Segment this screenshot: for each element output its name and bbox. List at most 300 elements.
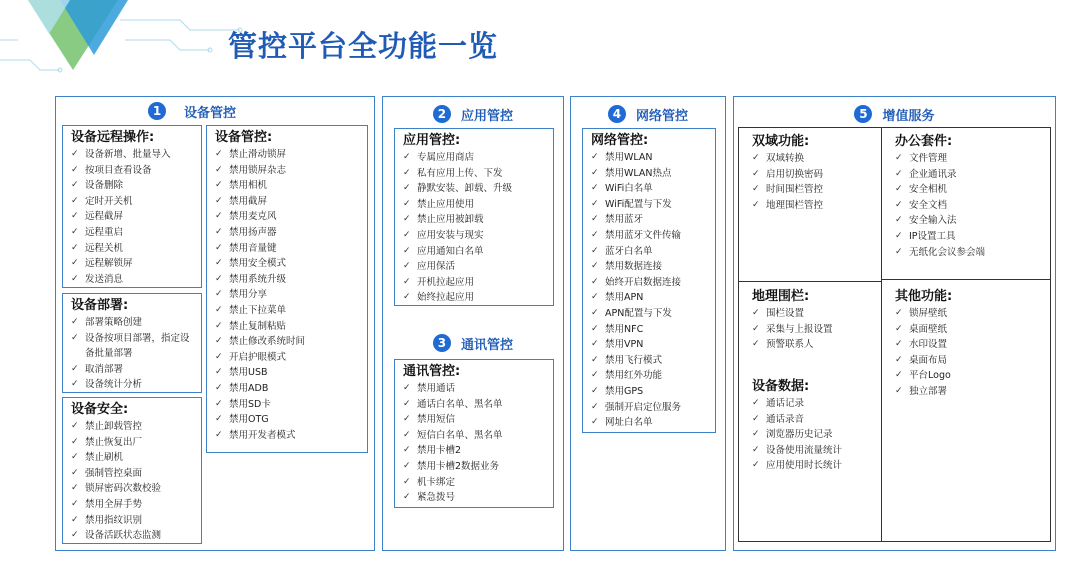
feature-item <box>895 353 1041 369</box>
feature-item <box>895 322 1041 338</box>
check-icon: ✓ <box>215 367 223 378</box>
check-icon: ✓ <box>752 429 760 440</box>
feature-label: 网址白名单 <box>605 417 653 429</box>
feature-item <box>591 353 709 369</box>
feature-label: IP设置工具 <box>909 230 956 242</box>
check-icon: ✓ <box>591 385 599 396</box>
check-icon: ✓ <box>752 413 760 424</box>
feature-item <box>71 209 195 225</box>
check-icon: ✓ <box>71 483 79 494</box>
check-icon: ✓ <box>403 152 411 162</box>
feature-label: 开机拉起应用 <box>417 276 475 288</box>
feature-item <box>895 368 1041 384</box>
feature-label: 禁用WLAN <box>605 152 653 163</box>
feature-item <box>752 167 873 183</box>
feature-list <box>71 419 195 544</box>
check-icon: ✓ <box>71 317 79 327</box>
feature-item <box>71 256 195 272</box>
feature-label: 禁用分享 <box>229 289 268 301</box>
feature-item <box>403 490 547 506</box>
feature-list <box>71 147 195 287</box>
panel-header <box>571 103 725 125</box>
feature-item <box>752 443 873 459</box>
check-icon: ✓ <box>403 445 411 456</box>
feature-item <box>752 198 873 214</box>
feature-item <box>752 182 873 198</box>
feature-label: 短信白名单、黑名单 <box>417 429 503 441</box>
check-icon: ✓ <box>895 370 903 381</box>
feature-item <box>215 428 361 444</box>
check-icon: ✓ <box>71 363 79 374</box>
feature-label: 远程重启 <box>85 226 124 238</box>
feature-label: 取消部署 <box>85 363 124 375</box>
feature-item <box>215 350 361 366</box>
feature-item <box>895 306 1041 322</box>
panel-header <box>734 103 1055 125</box>
feature-label: 锁屏壁纸 <box>909 308 948 319</box>
feature-item <box>71 272 195 288</box>
feature-item <box>591 212 709 228</box>
feature-label: 远程截屏 <box>85 211 124 223</box>
feature-label: 始终拉起应用 <box>417 292 475 304</box>
check-icon: ✓ <box>403 292 411 303</box>
feature-label: 禁止应用被卸载 <box>417 214 484 226</box>
feature-label: 预警联系人 <box>766 339 814 351</box>
check-icon: ✓ <box>895 308 903 318</box>
feature-item <box>752 427 873 443</box>
geofence-box <box>744 285 879 355</box>
feature-label: 禁用OTG <box>229 414 269 426</box>
check-icon: ✓ <box>215 195 223 206</box>
feature-label: 按项目查看设备 <box>85 164 152 176</box>
feature-item <box>215 303 361 319</box>
check-icon: ✓ <box>591 245 599 256</box>
check-icon: ✓ <box>752 460 760 471</box>
feature-label: 静默安装、卸载、升级 <box>417 183 513 195</box>
feature-item <box>403 275 547 291</box>
check-icon: ✓ <box>752 323 760 334</box>
feature-label: 禁用WLAN热点 <box>605 167 672 179</box>
feature-label: 禁用APN <box>605 292 644 304</box>
check-icon: ✓ <box>71 211 79 222</box>
check-icon: ✓ <box>71 514 79 525</box>
check-icon: ✓ <box>215 382 223 393</box>
feature-item <box>895 213 1041 229</box>
check-icon: ✓ <box>71 164 79 175</box>
feature-label: 禁用短信 <box>417 414 456 426</box>
check-icon: ✓ <box>591 292 599 303</box>
check-icon: ✓ <box>71 332 79 343</box>
feature-label: 禁用SD卡 <box>229 398 271 410</box>
check-icon: ✓ <box>403 198 411 209</box>
feature-label: 强制开启定位服务 <box>605 401 682 413</box>
feature-label: 平台Logo <box>909 370 951 382</box>
feature-label: 锁屏密码次数校验 <box>85 483 162 495</box>
feature-label: 禁用GPS <box>605 385 644 397</box>
feature-item <box>215 147 361 163</box>
feature-label: 禁用系统升级 <box>229 273 287 285</box>
check-icon: ✓ <box>591 370 599 381</box>
divider <box>738 127 1051 128</box>
feature-item <box>71 362 195 378</box>
feature-label: 设备删除 <box>85 180 124 192</box>
network-box <box>582 128 716 433</box>
feature-item <box>591 290 709 306</box>
check-icon: ✓ <box>403 476 411 487</box>
check-icon: ✓ <box>752 184 760 195</box>
check-icon: ✓ <box>403 383 411 393</box>
feature-label: 安全相机 <box>909 184 948 196</box>
feature-label: 禁用VPN <box>605 339 644 351</box>
feature-label: 浏览器历史记录 <box>766 429 833 441</box>
feature-list <box>591 150 709 431</box>
feature-label: 禁用全屏手势 <box>85 498 143 510</box>
feature-label: 采集与上报设置 <box>766 323 833 335</box>
feature-label: 禁止卸载管控 <box>85 421 143 432</box>
divider <box>1050 127 1051 542</box>
panel-header <box>383 332 563 354</box>
check-icon: ✓ <box>403 460 411 471</box>
panel-title: 增值服务 <box>882 108 935 124</box>
feature-item <box>215 381 361 397</box>
feature-item <box>403 244 547 260</box>
feature-label: 禁用安全模式 <box>229 258 287 270</box>
feature-label: 应用使用时长统计 <box>766 460 843 472</box>
check-icon: ✓ <box>403 492 411 503</box>
feature-item <box>591 400 709 416</box>
feature-label: 禁用相机 <box>229 180 268 192</box>
feature-label: 禁用卡槽2数据业务 <box>417 460 500 472</box>
divider <box>881 279 1051 280</box>
check-icon: ✓ <box>215 414 223 425</box>
check-icon: ✓ <box>71 195 79 206</box>
feature-label: 远程关机 <box>85 242 124 254</box>
feature-item <box>895 229 1041 245</box>
feature-item <box>215 412 361 428</box>
check-icon: ✓ <box>591 323 599 334</box>
box-title: 网络管控: <box>591 133 649 148</box>
feature-item <box>591 181 709 197</box>
feature-list <box>403 150 547 306</box>
feature-label: APN配置与下发 <box>605 307 672 319</box>
feature-label: 禁用ADB <box>229 382 269 394</box>
feature-item <box>71 481 195 497</box>
check-icon: ✓ <box>895 230 903 241</box>
feature-item <box>752 412 873 428</box>
check-icon: ✓ <box>403 183 411 194</box>
feature-label: 桌面布局 <box>909 354 948 366</box>
number-badge: 1 <box>148 102 166 120</box>
divider <box>738 281 881 282</box>
feature-label: 安全输入法 <box>909 215 957 227</box>
feature-item <box>71 435 195 451</box>
feature-label: 禁用蓝牙文件传输 <box>605 229 682 241</box>
feature-label: 禁止修改系统时间 <box>229 336 306 348</box>
feature-item <box>591 150 709 166</box>
feature-label: 开启护眼模式 <box>229 351 287 363</box>
feature-label: 强制管控桌面 <box>85 467 143 479</box>
check-icon: ✓ <box>591 229 599 240</box>
feature-item <box>591 337 709 353</box>
check-icon: ✓ <box>71 452 79 463</box>
check-icon: ✓ <box>215 226 223 237</box>
check-icon: ✓ <box>71 242 79 253</box>
feature-item <box>403 228 547 244</box>
panel-title: 设备管控 <box>184 105 237 121</box>
check-icon: ✓ <box>215 258 223 269</box>
device-data-box <box>744 375 879 476</box>
check-icon: ✓ <box>591 307 599 318</box>
feature-item <box>403 443 547 459</box>
check-icon: ✓ <box>895 184 903 195</box>
feature-label: 围栏设置 <box>766 308 805 319</box>
feature-item <box>591 259 709 275</box>
feature-label: 蓝牙白名单 <box>605 245 653 257</box>
feature-item <box>215 256 361 272</box>
check-icon: ✓ <box>215 320 223 331</box>
check-icon: ✓ <box>591 339 599 350</box>
check-icon: ✓ <box>71 180 79 191</box>
feature-item <box>215 272 361 288</box>
check-icon: ✓ <box>591 354 599 365</box>
feature-item <box>71 194 195 210</box>
feature-item <box>895 167 1041 183</box>
number-badge: 4 <box>608 105 626 123</box>
check-icon: ✓ <box>215 180 223 191</box>
feature-item <box>403 197 547 213</box>
feature-label: 禁用开发者模式 <box>229 429 296 441</box>
feature-item <box>403 290 547 306</box>
feature-item <box>403 475 547 491</box>
number-badge: 3 <box>433 334 451 352</box>
feature-item <box>591 275 709 291</box>
feature-item <box>403 412 547 428</box>
number-badge: 2 <box>433 105 451 123</box>
feature-item <box>71 178 195 194</box>
feature-item <box>403 459 547 475</box>
check-icon: ✓ <box>71 258 79 269</box>
feature-label: WiFi配置与下发 <box>605 198 672 210</box>
check-icon: ✓ <box>591 261 599 272</box>
feature-label: 禁止下拉菜单 <box>229 304 287 316</box>
check-icon: ✓ <box>895 354 903 365</box>
feature-item <box>71 163 195 179</box>
box-title: 设备远程操作: <box>71 130 155 145</box>
feature-label: 地理围栏管控 <box>766 199 824 211</box>
feature-item <box>215 365 361 381</box>
check-icon: ✓ <box>591 417 599 428</box>
check-icon: ✓ <box>591 198 599 209</box>
feature-item <box>591 415 709 431</box>
feature-list <box>895 306 1041 400</box>
check-icon: ✓ <box>71 498 79 509</box>
check-icon: ✓ <box>215 304 223 315</box>
check-icon: ✓ <box>752 398 760 408</box>
feature-label: 启用切换密码 <box>766 168 824 180</box>
check-icon: ✓ <box>752 153 760 163</box>
feature-label: 通话录音 <box>766 413 805 425</box>
check-icon: ✓ <box>403 276 411 287</box>
feature-label: 机卡绑定 <box>417 476 456 488</box>
check-icon: ✓ <box>215 351 223 362</box>
feature-item <box>403 166 547 182</box>
feature-item <box>71 377 195 393</box>
feature-item <box>215 225 361 241</box>
check-icon: ✓ <box>591 183 599 194</box>
other-features-box <box>887 285 1047 402</box>
comm-control-box <box>394 359 554 508</box>
panel-header <box>56 100 374 122</box>
check-icon: ✓ <box>403 229 411 240</box>
feature-label: 应用保活 <box>417 261 456 273</box>
check-icon: ✓ <box>215 149 223 159</box>
check-icon: ✓ <box>895 323 903 334</box>
check-icon: ✓ <box>215 429 223 440</box>
feature-label: WiFi白名单 <box>605 183 653 195</box>
feature-label: 部署策略创建 <box>85 317 143 328</box>
feature-item <box>591 306 709 322</box>
feature-list <box>752 151 873 213</box>
feature-list <box>403 381 547 506</box>
feature-label: 发送消息 <box>85 273 124 285</box>
check-icon: ✓ <box>752 339 760 350</box>
box-title: 办公套件: <box>895 134 953 149</box>
feature-item <box>71 225 195 241</box>
check-icon: ✓ <box>71 530 79 541</box>
feature-item <box>591 368 709 384</box>
feature-item <box>403 212 547 228</box>
feature-label: 设备新增、批量导入 <box>85 149 171 160</box>
remote-ops-box <box>62 125 202 288</box>
check-icon: ✓ <box>215 273 223 284</box>
check-icon: ✓ <box>895 168 903 179</box>
feature-label: 无纸化会议参会端 <box>909 246 986 258</box>
box-title: 设备安全: <box>71 402 129 417</box>
feature-label: 禁用麦克风 <box>229 211 277 223</box>
check-icon: ✓ <box>895 246 903 257</box>
feature-label: 禁用扬声器 <box>229 226 277 238</box>
check-icon: ✓ <box>591 167 599 178</box>
box-title: 应用管控: <box>403 133 461 148</box>
feature-item <box>752 396 873 412</box>
panel-title: 通讯管控 <box>460 337 513 353</box>
feature-label: 文件管理 <box>909 153 948 164</box>
feature-item <box>591 384 709 400</box>
feature-item <box>71 147 195 163</box>
feature-label: 双域转换 <box>766 153 805 164</box>
feature-item <box>752 151 873 167</box>
box-title: 双域功能: <box>752 134 810 149</box>
feature-label: 独立部署 <box>909 385 948 397</box>
check-icon: ✓ <box>895 215 903 226</box>
feature-item <box>895 198 1041 214</box>
page-title: 管控平台全功能一览 <box>228 29 499 63</box>
feature-item <box>591 322 709 338</box>
feature-item <box>895 245 1041 261</box>
divider <box>738 127 739 542</box>
feature-label: 禁用红外功能 <box>605 370 663 382</box>
feature-item <box>895 384 1041 400</box>
feature-label: 禁用飞行模式 <box>605 354 663 366</box>
check-icon: ✓ <box>403 214 411 225</box>
check-icon: ✓ <box>215 211 223 222</box>
check-icon: ✓ <box>591 276 599 287</box>
feature-list <box>752 306 873 353</box>
feature-item <box>895 182 1041 198</box>
check-icon: ✓ <box>403 398 411 409</box>
check-icon: ✓ <box>215 398 223 409</box>
feature-item <box>71 513 195 529</box>
feature-label: 紧急拨号 <box>417 492 456 504</box>
feature-list <box>215 147 361 443</box>
check-icon: ✓ <box>895 339 903 350</box>
box-title: 设备数据: <box>752 379 810 394</box>
feature-label: 禁用数据连接 <box>605 261 663 273</box>
check-icon: ✓ <box>403 429 411 440</box>
office-suite-box <box>887 130 1047 262</box>
feature-item <box>403 259 547 275</box>
feature-label: 禁用USB <box>229 367 268 379</box>
feature-item <box>895 151 1041 167</box>
feature-label: 桌面壁纸 <box>909 323 948 335</box>
check-icon: ✓ <box>71 467 79 478</box>
check-icon: ✓ <box>591 401 599 412</box>
feature-item <box>71 497 195 513</box>
feature-label: 禁止滑动锁屏 <box>229 149 287 160</box>
divider <box>881 127 882 542</box>
feature-label: 通话记录 <box>766 398 805 409</box>
feature-label: 禁止恢复出厂 <box>85 436 143 448</box>
device-control-panel <box>55 96 375 551</box>
feature-item <box>215 241 361 257</box>
feature-item <box>591 244 709 260</box>
check-icon: ✓ <box>71 226 79 237</box>
feature-item <box>403 428 547 444</box>
check-icon: ✓ <box>403 414 411 425</box>
check-icon: ✓ <box>591 214 599 225</box>
feature-label: 始终开启数据连接 <box>605 276 682 288</box>
feature-label: 设备按项目部署，指定设备批量部署 <box>85 332 190 360</box>
check-icon: ✓ <box>71 436 79 447</box>
feature-item <box>215 163 361 179</box>
feature-item <box>591 228 709 244</box>
feature-label: 通话白名单、黑名单 <box>417 398 503 410</box>
feature-list <box>895 151 1041 260</box>
divider <box>738 541 1051 542</box>
feature-label: 禁止应用使用 <box>417 198 475 210</box>
feature-label: 禁用NFC <box>605 323 644 335</box>
value-added-panel <box>733 96 1056 551</box>
feature-item <box>215 334 361 350</box>
feature-item <box>591 197 709 213</box>
feature-label: 应用安装与现实 <box>417 229 484 241</box>
feature-label: 设备使用流量统计 <box>766 444 843 456</box>
feature-label: 远程解锁屏 <box>85 258 133 270</box>
feature-label: 应用通知白名单 <box>417 245 484 257</box>
check-icon: ✓ <box>895 199 903 210</box>
feature-label: 定时开关机 <box>85 195 133 207</box>
feature-item <box>215 178 361 194</box>
control-box <box>206 125 368 453</box>
box-title: 设备管控: <box>215 130 273 145</box>
feature-item <box>215 194 361 210</box>
check-icon: ✓ <box>71 149 79 159</box>
feature-label: 禁用蓝牙 <box>605 214 644 226</box>
feature-item <box>215 397 361 413</box>
check-icon: ✓ <box>895 153 903 163</box>
feature-item <box>403 150 547 166</box>
feature-label: 禁用截屏 <box>229 195 268 207</box>
